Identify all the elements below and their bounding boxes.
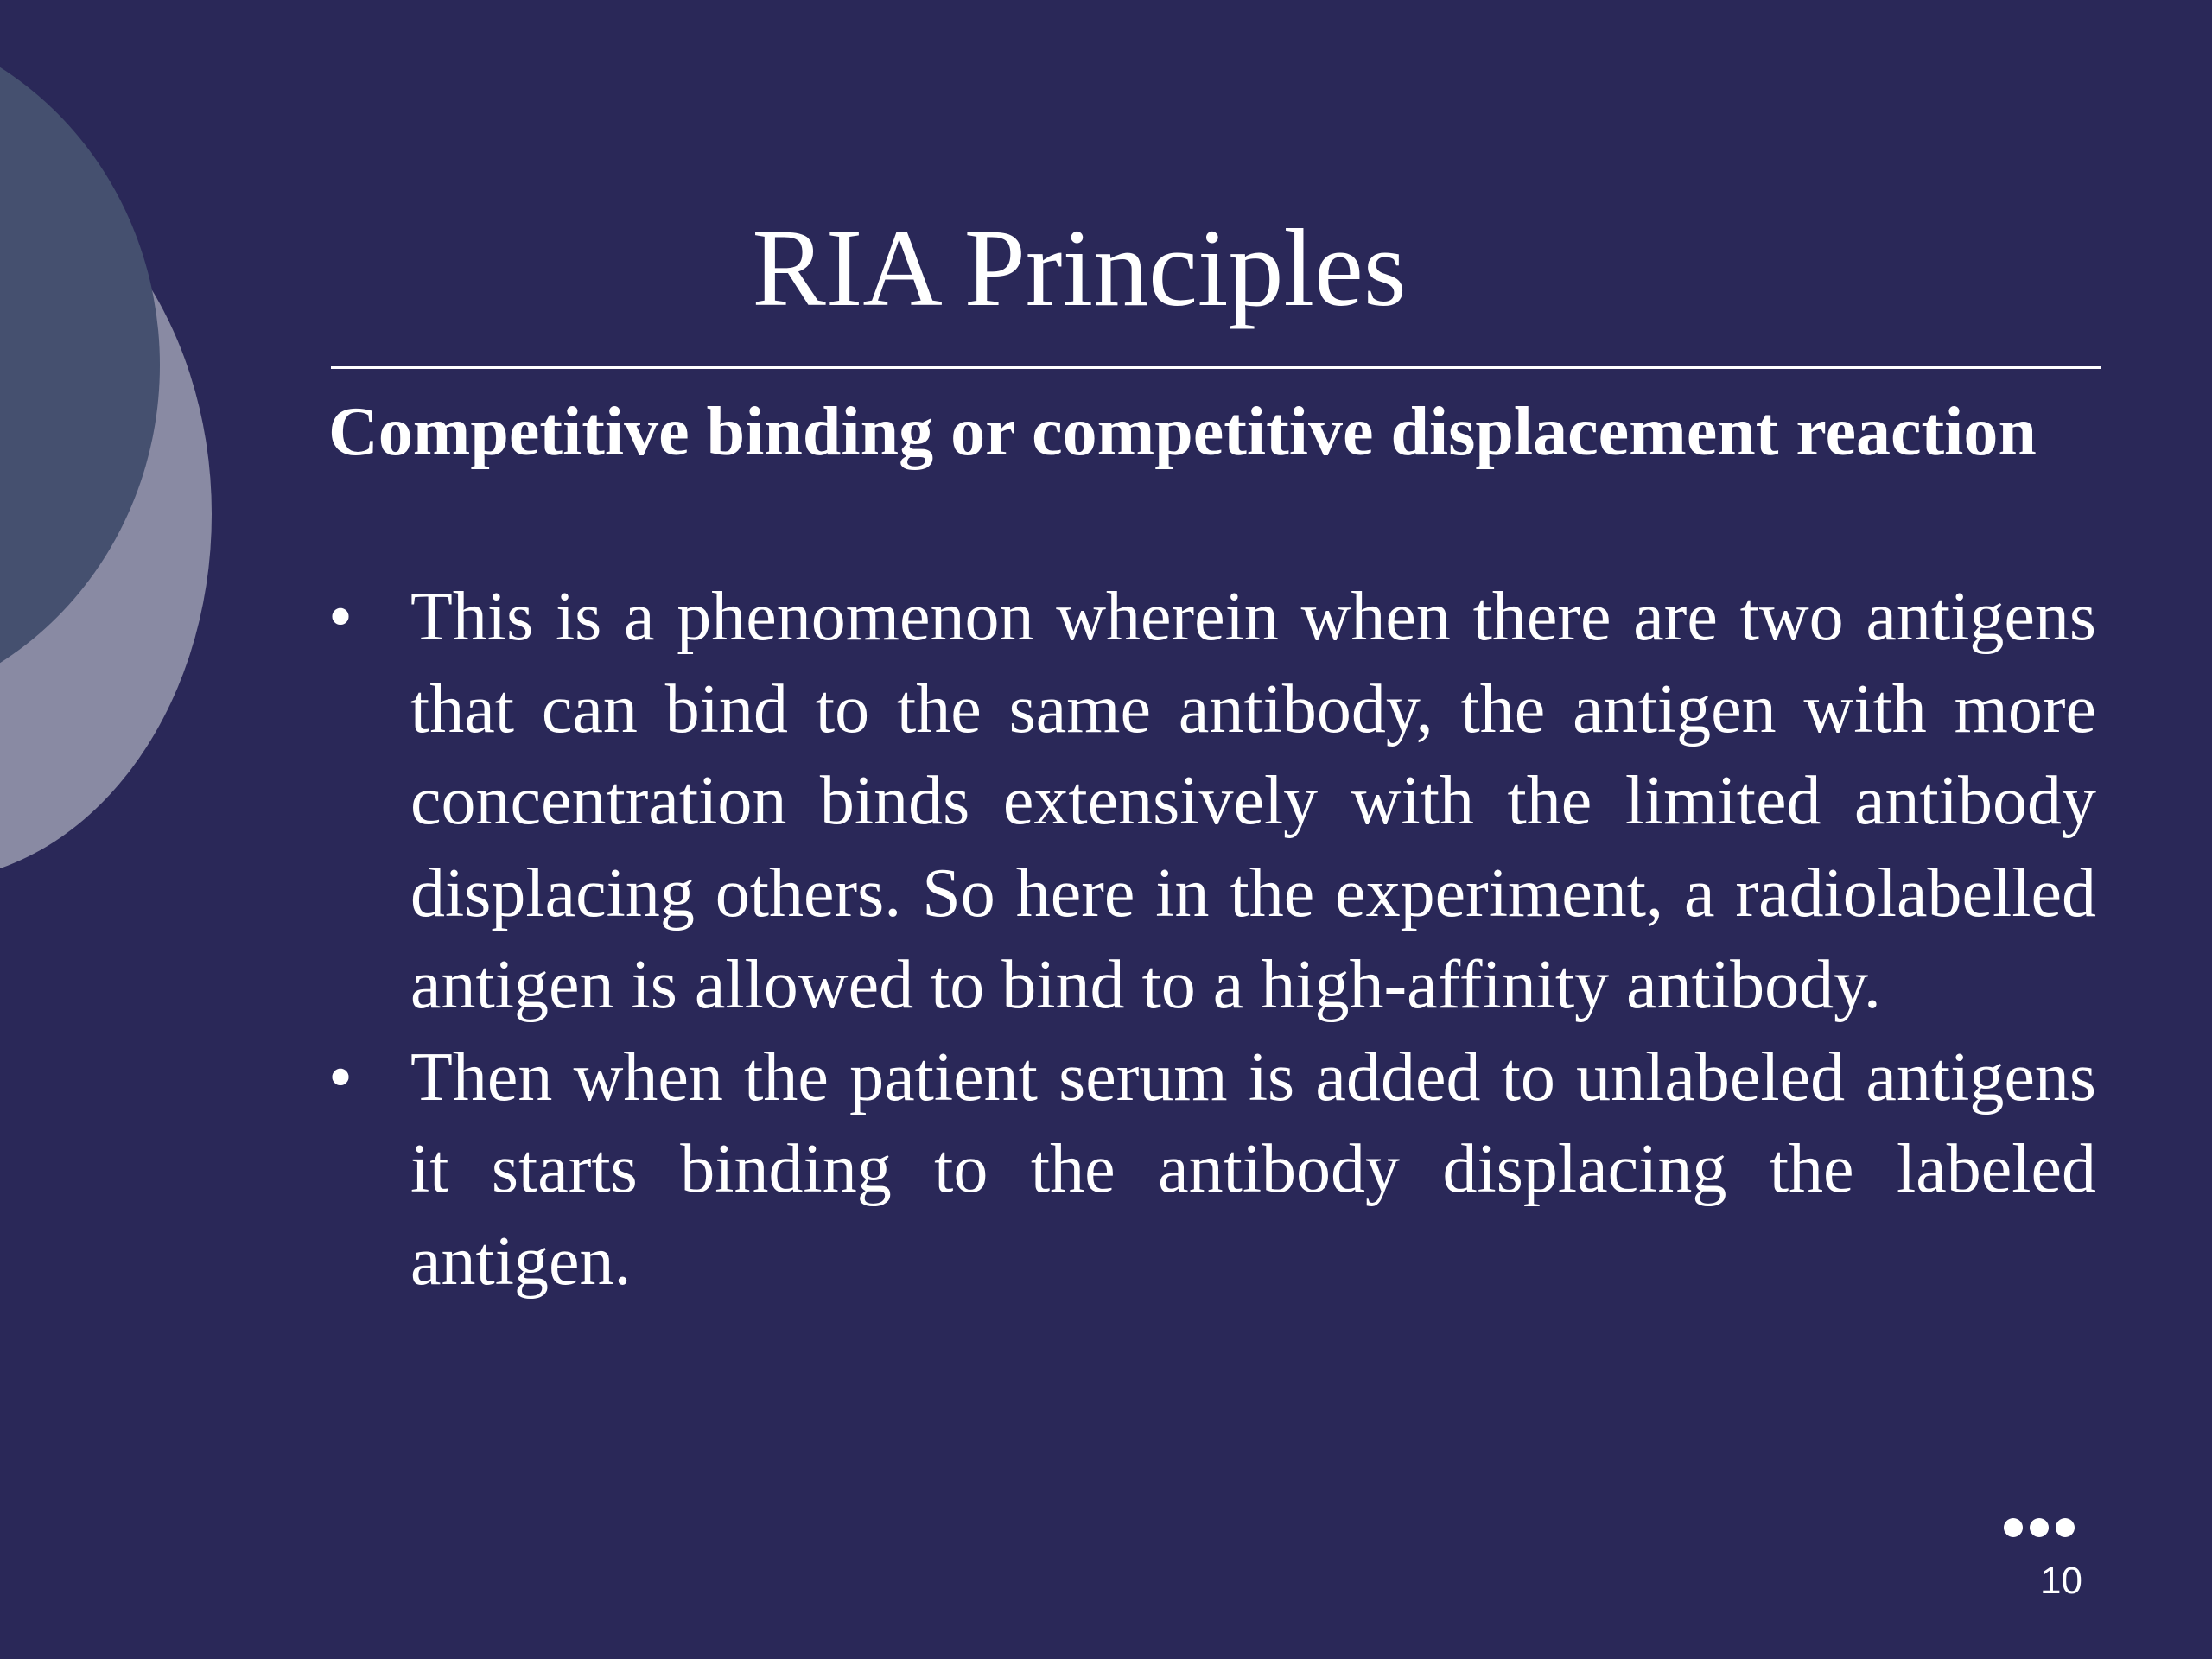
bullet-text: Then when the patient serum is added to unlabeled antigens it starts binding to the antibody displacing the labeled antigen. bbox=[410, 1039, 2096, 1300]
ellipsis-dot bbox=[2004, 1518, 2023, 1537]
slide-title: RIA Principles bbox=[752, 207, 1407, 329]
bullet-text: This is a phenomenon wherein when there are two antigens that can bind to the same antibody, the antigen with more concentration binds extensively with the limited antibody displacing others. So here in the experiment, a radiolabelled antigen is allowed to bind to a high-affinity antibody. bbox=[410, 579, 2096, 1023]
bullet-point-icon: • bbox=[328, 579, 353, 655]
slide-subheading: Competitive binding or competitive displacement reaction bbox=[328, 394, 2037, 470]
slide-body bbox=[328, 386, 2096, 1307]
title-divider bbox=[331, 366, 2101, 369]
ellipsis-dot bbox=[2056, 1518, 2075, 1537]
ellipsis-icon[interactable] bbox=[2000, 1518, 2078, 1539]
slide-number: 10 bbox=[2040, 1560, 2082, 1602]
bullet-list bbox=[328, 571, 2096, 1307]
bullet-item bbox=[328, 1032, 2096, 1308]
bullet-point-icon: • bbox=[328, 1039, 353, 1116]
ellipsis-dot bbox=[2030, 1518, 2049, 1537]
bullet-item bbox=[328, 571, 2096, 1032]
